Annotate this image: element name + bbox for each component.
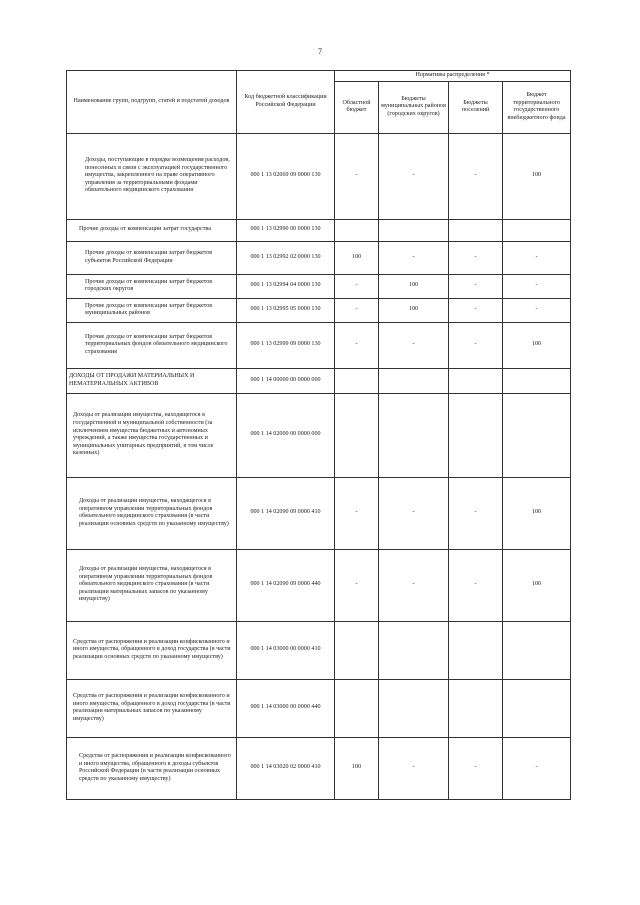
table-row (67, 219, 571, 241)
row-territorial: - (503, 298, 571, 322)
row-code: 000 1 13 02990 00 0000 130 (237, 219, 335, 241)
row-settlements: - (449, 241, 503, 274)
row-settlements: - (449, 133, 503, 219)
row-settlements: - (449, 477, 503, 549)
row-regional: - (335, 322, 379, 368)
row-name: Прочие доходы от компенсации затрат бюджетов муниципальных районов (67, 298, 237, 322)
row-code: 000 1 14 03000 00 0000 410 (237, 621, 335, 679)
row-name: Доходы, поступающие в порядке возмещения расходов, понесенных в связи с эксплуатацией государственного имущества, закрепленного на праве оперативного управления за территориальными фондами обязательного медицинского страхования (67, 133, 237, 219)
row-settlements: - (449, 322, 503, 368)
header-name: Наименование групп, подгрупп, статей и подстатей доходов (67, 71, 237, 134)
row-name: Прочие доходы от компенсации затрат бюджетов субъектов Российской Федерации (67, 241, 237, 274)
row-regional: - (335, 549, 379, 621)
row-territorial: - (503, 274, 571, 298)
row-regional: - (335, 477, 379, 549)
row-municipal (379, 393, 449, 477)
table-row (67, 477, 571, 549)
row-name: Прочие доходы от компенсации затрат государства (67, 219, 237, 241)
row-settlements: - (449, 737, 503, 799)
row-regional: - (335, 298, 379, 322)
row-regional: - (335, 274, 379, 298)
row-territorial: - (503, 737, 571, 799)
row-territorial (503, 621, 571, 679)
row-name: Доходы от реализации имущества, находящегося в оперативном управлении территориальных фондов обязательного медицинского страхования (в части реализации основных средств по указанному имуществу) (67, 477, 237, 549)
row-municipal: - (379, 737, 449, 799)
row-territorial: 100 (503, 477, 571, 549)
row-regional (335, 393, 379, 477)
row-municipal (379, 368, 449, 393)
row-name: Доходы от реализации имущества, находящегося в государственной и муниципальной собственности (за исключением имущества бюджетных и автономных учреждений, а также имущества государственных и муниципальных унитарных предприятий, в том числе казенных) (67, 393, 237, 477)
row-municipal: 100 (379, 298, 449, 322)
row-name: Прочие доходы от компенсации затрат бюджетов городских округов (67, 274, 237, 298)
header-settlements: Бюджеты поселений (449, 81, 503, 133)
row-name: Средства от распоряжения и реализации конфискованного и иного имущества, обращенного в доходы субъектов Российской Федерации (в части реализации основных средств по указанному имуществу) (67, 737, 237, 799)
table-row (67, 393, 571, 477)
row-territorial (503, 368, 571, 393)
row-regional (335, 621, 379, 679)
row-settlements: - (449, 298, 503, 322)
table-row (67, 298, 571, 322)
row-territorial: 100 (503, 133, 571, 219)
row-code: 000 1 13 02992 02 0000 130 (237, 241, 335, 274)
row-settlements (449, 621, 503, 679)
row-territorial: 100 (503, 549, 571, 621)
row-code: 000 1 14 03020 02 0000 410 (237, 737, 335, 799)
row-code: 000 1 14 03000 00 0000 440 (237, 679, 335, 737)
row-municipal: - (379, 133, 449, 219)
header-territorial: Бюджет территориального государственного внебюджетного фонда (503, 81, 571, 133)
row-code: 000 1 13 02069 09 0000 130 (237, 133, 335, 219)
row-municipal (379, 621, 449, 679)
table-row (67, 133, 571, 219)
row-code: 000 1 13 02999 09 0000 130 (237, 322, 335, 368)
row-settlements: - (449, 274, 503, 298)
row-settlements (449, 679, 503, 737)
row-municipal: - (379, 477, 449, 549)
row-settlements (449, 219, 503, 241)
row-settlements: - (449, 549, 503, 621)
row-municipal: - (379, 322, 449, 368)
row-territorial (503, 219, 571, 241)
header-regional: Областной бюджет (335, 81, 379, 133)
table-row (67, 737, 571, 799)
row-settlements (449, 393, 503, 477)
row-code: 000 1 13 02994 04 0000 130 (237, 274, 335, 298)
row-territorial (503, 393, 571, 477)
row-regional: 100 (335, 737, 379, 799)
row-name: ДОХОДЫ ОТ ПРОДАЖИ МАТЕРИАЛЬНЫХ И НЕМАТЕРИАЛЬНЫХ АКТИВОВ (67, 368, 237, 393)
row-regional: - (335, 133, 379, 219)
table-row (67, 549, 571, 621)
row-name: Средства от распоряжения и реализации конфискованного и иного имущества, обращенного в доход государства (в части реализации основных средств по указанному имуществу) (67, 621, 237, 679)
row-code: 000 1 13 02995 05 0000 130 (237, 298, 335, 322)
row-regional (335, 368, 379, 393)
table-row (67, 368, 571, 393)
row-municipal (379, 679, 449, 737)
header-norms: Нормативы распределения * (335, 71, 571, 82)
row-municipal: - (379, 549, 449, 621)
row-name: Доходы от реализации имущества, находящегося в оперативном управлении территориальных фондов обязательного медицинского страхования (в части реализации материальных запасов по указанному имуществу) (67, 549, 237, 621)
row-name: Средства от распоряжения и реализации конфискованного и иного имущества, обращенного в доход государства (в части реализации материальных запасов по указанному имуществу) (67, 679, 237, 737)
table-row (67, 679, 571, 737)
table-row (67, 322, 571, 368)
row-code: 000 1 14 02090 09 0000 440 (237, 549, 335, 621)
header-code: Код бюджетной классификации Российской Федерации (237, 71, 335, 134)
header-municipal: Бюджеты муниципальных районов (городских округов) (379, 81, 449, 133)
row-territorial: - (503, 241, 571, 274)
row-regional (335, 219, 379, 241)
table-row (67, 621, 571, 679)
row-territorial: 100 (503, 322, 571, 368)
row-regional (335, 679, 379, 737)
row-code: 000 1 14 02090 09 0000 410 (237, 477, 335, 549)
row-territorial (503, 679, 571, 737)
page-number: 7 (318, 47, 322, 56)
budget-table (66, 70, 571, 800)
row-code: 000 1 14 02000 00 0000 000 (237, 393, 335, 477)
row-code: 000 1 14 00000 00 0000 000 (237, 368, 335, 393)
row-settlements (449, 368, 503, 393)
row-regional: 100 (335, 241, 379, 274)
row-municipal (379, 219, 449, 241)
row-name: Прочие доходы от компенсации затрат бюджетов территориальных фондов обязательного медицинского страхования (67, 322, 237, 368)
table-row (67, 274, 571, 298)
table-row (67, 241, 571, 274)
row-municipal: - (379, 241, 449, 274)
row-municipal: 100 (379, 274, 449, 298)
